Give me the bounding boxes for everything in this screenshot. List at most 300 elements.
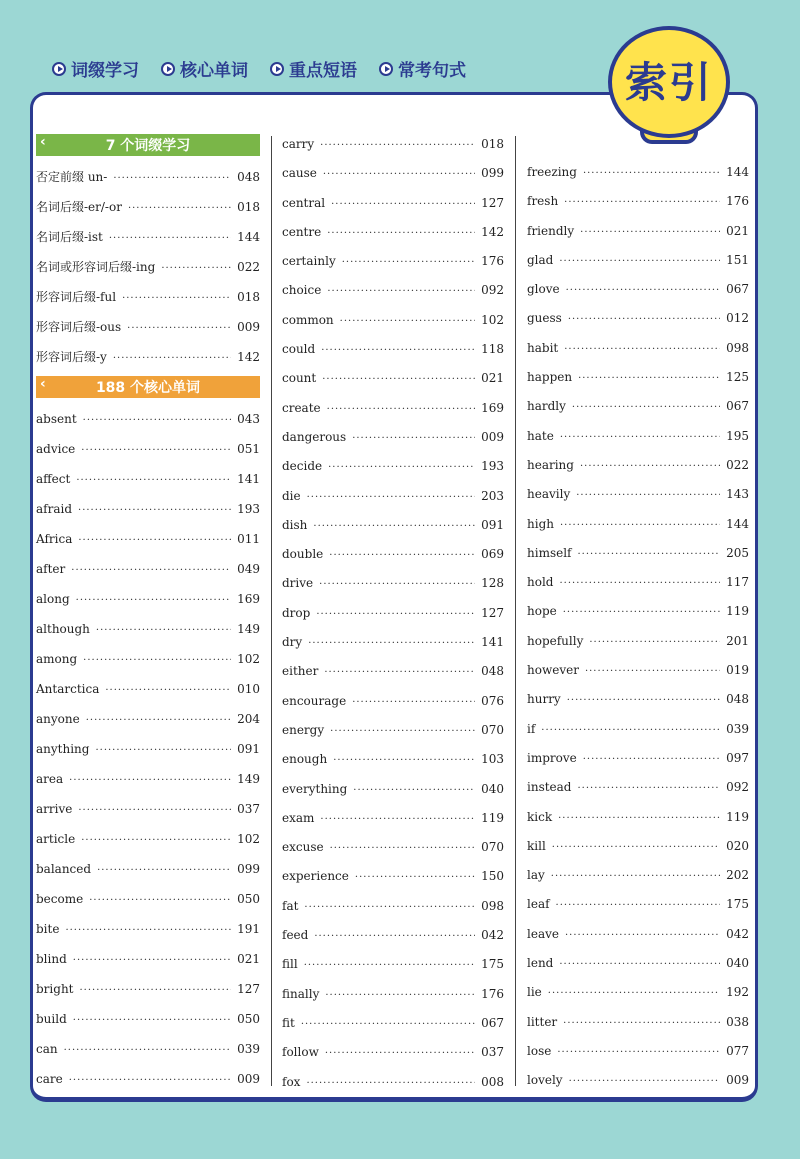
- index-entry[interactable]: [282, 159, 504, 188]
- dot-leader: [325, 981, 475, 1010]
- dot-leader: [572, 393, 720, 422]
- entry-page-number: 176: [726, 194, 749, 209]
- entry-word: decide: [282, 459, 323, 474]
- index-entry[interactable]: [282, 833, 504, 862]
- dot-leader: [109, 224, 231, 254]
- entry-word: build: [36, 1012, 67, 1026]
- dot-leader: [355, 863, 475, 892]
- entry-word: bite: [36, 922, 60, 936]
- dot-leader: [71, 556, 231, 586]
- dot-leader: [560, 423, 720, 452]
- entry-word: habit: [527, 340, 559, 355]
- index-entry[interactable]: [527, 217, 749, 246]
- entry-page-number: 076: [481, 693, 504, 708]
- index-column-3: [527, 158, 749, 1096]
- entry-page-number: 021: [481, 371, 504, 386]
- dot-leader: [559, 950, 720, 979]
- entry-word: advice: [36, 442, 76, 456]
- dot-leader: [560, 511, 720, 540]
- index-entry[interactable]: [527, 715, 749, 744]
- index-entry[interactable]: [527, 978, 749, 1007]
- entry-word: improve: [527, 750, 577, 765]
- entry-word: heavily: [527, 487, 571, 502]
- entry-page-number: 077: [726, 1043, 749, 1058]
- entry-page-number: 149: [237, 772, 260, 786]
- dot-leader: [105, 676, 231, 706]
- entry-word: drop: [282, 605, 311, 620]
- index-entry[interactable]: [282, 452, 504, 481]
- entry-page-number: 040: [481, 781, 504, 796]
- index-entry[interactable]: [36, 854, 260, 884]
- entry-word: enough: [282, 752, 328, 767]
- entry-word: dangerous: [282, 429, 347, 444]
- entry-page-number: 012: [726, 311, 749, 326]
- index-entry[interactable]: [36, 584, 260, 614]
- entry-word: article: [36, 832, 76, 846]
- affix-section-header: [36, 134, 260, 156]
- entry-word: however: [527, 663, 579, 678]
- dot-leader: [64, 1036, 231, 1066]
- index-entry[interactable]: [527, 363, 749, 392]
- entry-word: fit: [282, 1015, 295, 1030]
- dot-leader: [580, 218, 720, 247]
- index-entry[interactable]: [36, 252, 260, 282]
- entry-page-number: 144: [726, 516, 749, 531]
- entry-page-number: 175: [481, 957, 504, 972]
- dot-leader: [325, 1039, 475, 1068]
- entry-page-number: 018: [237, 200, 260, 214]
- dot-leader: [161, 254, 231, 284]
- entry-page-number: 151: [726, 252, 749, 267]
- dot-leader: [81, 826, 231, 856]
- dot-leader: [78, 496, 231, 526]
- index-entry[interactable]: [36, 614, 260, 644]
- dot-leader: [128, 194, 231, 224]
- dot-leader: [576, 481, 720, 510]
- entry-word: lay: [527, 868, 545, 883]
- entry-page-number: 022: [726, 457, 749, 472]
- entry-word: leaf: [527, 897, 550, 912]
- entry-word: hearing: [527, 457, 574, 472]
- entry-page-number: 149: [237, 622, 260, 636]
- dot-leader: [127, 314, 231, 344]
- dot-leader: [96, 616, 231, 646]
- index-column-2: [282, 130, 504, 1097]
- dot-leader: [89, 886, 231, 916]
- entry-page-number: 009: [237, 1072, 260, 1086]
- play-circle-icon: [270, 62, 284, 76]
- section-title: ‹ 188 个核心单词: [95, 380, 201, 396]
- index-entry[interactable]: [36, 222, 260, 252]
- index-entry[interactable]: [527, 392, 749, 421]
- entry-page-number: 176: [481, 254, 504, 269]
- entry-page-number: 039: [237, 1042, 260, 1056]
- entry-page-number: 067: [481, 1015, 504, 1030]
- index-entry[interactable]: [282, 364, 504, 393]
- entry-page-number: 102: [237, 832, 260, 846]
- index-entry[interactable]: [527, 832, 749, 861]
- dot-leader: [301, 1010, 475, 1039]
- dot-leader: [557, 1038, 720, 1067]
- index-entry[interactable]: [282, 540, 504, 569]
- dot-leader: [304, 893, 475, 922]
- index-entry[interactable]: [36, 734, 260, 764]
- entry-word: litter: [527, 1014, 558, 1029]
- index-entry[interactable]: [527, 861, 749, 890]
- index-entry[interactable]: [527, 304, 749, 333]
- dot-leader: [81, 436, 231, 466]
- dot-leader: [548, 979, 720, 1008]
- entry-page-number: 048: [726, 692, 749, 707]
- index-entry[interactable]: [282, 335, 504, 364]
- entry-page-number: 091: [237, 742, 260, 756]
- entry-page-number: 097: [726, 750, 749, 765]
- index-entry[interactable]: [36, 1004, 260, 1034]
- nav-item-core-words[interactable]: [161, 56, 248, 81]
- entry-page-number: 042: [726, 926, 749, 941]
- entry-page-number: 069: [481, 547, 504, 562]
- nav-item-affixes[interactable]: [52, 56, 139, 81]
- entry-word: energy: [282, 722, 325, 737]
- entry-page-number: 092: [481, 283, 504, 298]
- index-entry[interactable]: [36, 794, 260, 824]
- entry-word: along: [36, 592, 70, 606]
- index-entry[interactable]: [282, 306, 504, 335]
- entry-word: 形容词后缀-ous: [36, 320, 122, 334]
- entry-word: lovely: [527, 1073, 563, 1088]
- entry-word: centre: [282, 224, 322, 239]
- index-entry[interactable]: [282, 189, 504, 218]
- entry-word: anything: [36, 742, 90, 756]
- index-entry[interactable]: [527, 510, 749, 539]
- dot-leader: [83, 646, 231, 676]
- entry-word: experience: [282, 869, 349, 884]
- index-entry[interactable]: [282, 892, 504, 921]
- entry-page-number: 008: [481, 1074, 504, 1089]
- index-nav: [52, 56, 466, 81]
- dot-leader: [330, 834, 476, 863]
- entry-word: count: [282, 371, 317, 386]
- entry-word: glad: [527, 252, 554, 267]
- index-entry[interactable]: [282, 775, 504, 804]
- entry-word: fill: [282, 957, 298, 972]
- index-entry[interactable]: [36, 1064, 260, 1094]
- dot-leader: [320, 131, 475, 160]
- index-entry[interactable]: [527, 1008, 749, 1037]
- index-entry[interactable]: [527, 920, 749, 949]
- entry-page-number: 018: [237, 290, 260, 304]
- dot-leader: [320, 805, 475, 834]
- entry-word: hardly: [527, 399, 566, 414]
- entry-page-number: 048: [237, 170, 260, 184]
- entry-page-number: 022: [237, 260, 260, 274]
- nav-label: 常考句式: [398, 61, 466, 81]
- index-entry[interactable]: [527, 568, 749, 597]
- dot-leader: [308, 629, 475, 658]
- index-entry[interactable]: [282, 657, 504, 686]
- dot-leader: [322, 365, 475, 394]
- dot-leader: [323, 160, 475, 189]
- core-words-section-header: [36, 376, 260, 398]
- index-entry[interactable]: [36, 914, 260, 944]
- index-entry[interactable]: [282, 482, 504, 511]
- dot-leader: [321, 336, 475, 365]
- index-entry[interactable]: [527, 275, 749, 304]
- index-entry[interactable]: [527, 187, 749, 216]
- index-entry[interactable]: [282, 276, 504, 305]
- entry-word: finally: [282, 986, 320, 1001]
- entry-page-number: 050: [237, 1012, 260, 1026]
- entry-word: freezing: [527, 165, 577, 179]
- index-entry[interactable]: [36, 404, 260, 434]
- entry-page-number: 125: [726, 370, 749, 385]
- entry-page-number: 092: [726, 780, 749, 795]
- index-entry[interactable]: [282, 804, 504, 833]
- index-entry[interactable]: [36, 342, 260, 372]
- index-entry[interactable]: [282, 1038, 504, 1067]
- entry-word: drive: [282, 576, 314, 591]
- entry-word: hope: [527, 604, 557, 619]
- dot-leader: [551, 862, 720, 891]
- index-entry[interactable]: [527, 890, 749, 919]
- index-entry[interactable]: [282, 862, 504, 891]
- index-entry[interactable]: [36, 524, 260, 554]
- entry-page-number: 144: [726, 165, 749, 179]
- index-entry[interactable]: [282, 247, 504, 276]
- nav-item-key-phrases[interactable]: [270, 56, 357, 81]
- entry-word: cause: [282, 166, 317, 181]
- index-entry[interactable]: [36, 704, 260, 734]
- index-entry[interactable]: [282, 980, 504, 1009]
- index-entry[interactable]: [527, 949, 749, 978]
- dot-leader: [564, 188, 720, 217]
- entry-word: create: [282, 400, 321, 415]
- entry-page-number: 191: [237, 922, 260, 936]
- column-divider: [515, 136, 516, 1086]
- entry-word: care: [36, 1072, 63, 1086]
- entry-page-number: 048: [481, 664, 504, 679]
- index-entry[interactable]: [36, 644, 260, 674]
- index-entry[interactable]: [527, 246, 749, 275]
- entry-word: among: [36, 652, 78, 666]
- index-entry[interactable]: [282, 394, 504, 423]
- dot-leader: [583, 159, 720, 188]
- dot-leader: [97, 856, 231, 886]
- dot-leader: [563, 598, 720, 627]
- entry-page-number: 195: [726, 428, 749, 443]
- index-entry[interactable]: [527, 627, 749, 656]
- dot-leader: [73, 946, 231, 976]
- dot-leader: [304, 951, 475, 980]
- dot-leader: [559, 247, 720, 276]
- index-entry[interactable]: [36, 312, 260, 342]
- dot-leader: [327, 277, 475, 306]
- entry-page-number: 169: [237, 592, 260, 606]
- index-entry[interactable]: [282, 716, 504, 745]
- dot-leader: [552, 833, 720, 862]
- entry-page-number: 043: [237, 412, 260, 426]
- dot-leader: [352, 688, 475, 717]
- index-entry[interactable]: [282, 687, 504, 716]
- index-entry[interactable]: [282, 1009, 504, 1038]
- index-entry[interactable]: [527, 1066, 749, 1095]
- entry-page-number: 117: [726, 575, 749, 590]
- index-entry[interactable]: [527, 480, 749, 509]
- entry-page-number: 192: [726, 985, 749, 1000]
- index-entry[interactable]: [527, 158, 749, 187]
- entry-word: could: [282, 342, 316, 357]
- entry-word: arrive: [36, 802, 73, 816]
- entry-word: if: [527, 721, 536, 736]
- index-entry[interactable]: [527, 773, 749, 802]
- dot-leader: [577, 774, 720, 803]
- index-entry[interactable]: [282, 218, 504, 247]
- entry-page-number: 119: [726, 809, 749, 824]
- entry-page-number: 070: [481, 722, 504, 737]
- entry-word: lie: [527, 985, 542, 1000]
- index-entry[interactable]: [36, 944, 260, 974]
- dot-leader: [324, 658, 475, 687]
- entry-page-number: 011: [237, 532, 260, 546]
- entry-word: high: [527, 516, 554, 531]
- dot-leader: [566, 276, 720, 305]
- index-entry[interactable]: [527, 1037, 749, 1066]
- dot-leader: [86, 706, 231, 736]
- index-entry[interactable]: [527, 685, 749, 714]
- nav-item-sentence-patterns[interactable]: [379, 56, 466, 81]
- index-entry[interactable]: [527, 803, 749, 832]
- dot-leader: [329, 541, 475, 570]
- index-entry[interactable]: [527, 539, 749, 568]
- index-entry[interactable]: [282, 745, 504, 774]
- entry-page-number: 141: [237, 472, 260, 486]
- dot-leader: [69, 766, 231, 796]
- entry-page-number: 141: [481, 635, 504, 650]
- entry-word: friendly: [527, 223, 575, 238]
- entry-word: after: [36, 562, 66, 576]
- entry-page-number: 128: [481, 576, 504, 591]
- word-list: [36, 404, 260, 1094]
- dot-leader: [80, 976, 232, 1006]
- entry-page-number: 040: [726, 956, 749, 971]
- entry-page-number: 102: [481, 312, 504, 327]
- index-entry[interactable]: [36, 824, 260, 854]
- play-circle-icon: [379, 62, 393, 76]
- entry-page-number: 204: [237, 712, 260, 726]
- index-entry[interactable]: [282, 950, 504, 979]
- affix-list: [36, 162, 260, 372]
- dot-leader: [353, 776, 475, 805]
- dot-leader: [307, 483, 475, 512]
- dot-leader: [565, 921, 720, 950]
- dot-leader: [316, 600, 475, 629]
- entry-page-number: 038: [726, 1014, 749, 1029]
- index-entry[interactable]: [36, 494, 260, 524]
- index-entry[interactable]: [282, 921, 504, 950]
- index-entry[interactable]: [527, 597, 749, 626]
- entry-page-number: 070: [481, 840, 504, 855]
- dot-leader: [113, 164, 231, 194]
- index-entry[interactable]: [527, 334, 749, 363]
- index-entry[interactable]: [527, 744, 749, 773]
- entry-word: hurry: [527, 692, 561, 707]
- index-entry[interactable]: [527, 656, 749, 685]
- index-entry[interactable]: [36, 192, 260, 222]
- entry-word: double: [282, 547, 324, 562]
- index-entry[interactable]: [282, 569, 504, 598]
- index-entry[interactable]: [36, 464, 260, 494]
- entry-word: kick: [527, 809, 553, 824]
- entry-word: afraid: [36, 502, 73, 516]
- dot-leader: [578, 364, 720, 393]
- dot-leader: [559, 569, 720, 598]
- entry-page-number: 102: [237, 652, 260, 666]
- dot-leader: [65, 916, 231, 946]
- index-entry[interactable]: [36, 764, 260, 794]
- entry-page-number: 150: [481, 869, 504, 884]
- entry-word: Antarctica: [36, 682, 100, 696]
- entry-page-number: 051: [237, 442, 260, 456]
- index-entry[interactable]: [36, 434, 260, 464]
- index-entry[interactable]: [36, 162, 260, 192]
- entry-word: can: [36, 1042, 58, 1056]
- index-entry[interactable]: [36, 674, 260, 704]
- entry-page-number: 067: [726, 282, 749, 297]
- entry-page-number: 203: [481, 488, 504, 503]
- nav-label: 词缀学习: [71, 61, 139, 81]
- entry-page-number: 099: [481, 166, 504, 181]
- index-entry[interactable]: [36, 974, 260, 1004]
- index-entry[interactable]: [282, 423, 504, 452]
- index-entry[interactable]: [36, 884, 260, 914]
- index-entry[interactable]: [527, 422, 749, 451]
- dot-leader: [83, 406, 231, 436]
- index-entry[interactable]: [527, 451, 749, 480]
- index-entry[interactable]: [36, 554, 260, 584]
- index-entry[interactable]: [282, 130, 504, 159]
- entry-word: happen: [527, 370, 573, 385]
- index-entry[interactable]: [36, 282, 260, 312]
- index-entry[interactable]: [282, 1068, 504, 1097]
- entry-page-number: 119: [481, 810, 504, 825]
- entry-word: kill: [527, 838, 546, 853]
- dot-leader: [568, 305, 720, 334]
- dot-leader: [577, 540, 720, 569]
- entry-page-number: 142: [237, 350, 260, 364]
- dot-leader: [327, 395, 475, 424]
- entry-word: 形容词后缀-y: [36, 350, 107, 364]
- entry-word: 名词或形容词后缀-ing: [36, 260, 156, 274]
- dot-leader: [580, 452, 720, 481]
- entry-word: anyone: [36, 712, 80, 726]
- index-title: 索引: [624, 58, 713, 107]
- entry-page-number: 009: [237, 320, 260, 334]
- index-entry[interactable]: [282, 628, 504, 657]
- dot-leader: [558, 804, 720, 833]
- index-entry[interactable]: [36, 1034, 260, 1064]
- dot-leader: [567, 686, 720, 715]
- entry-page-number: 205: [726, 545, 749, 560]
- entry-page-number: 201: [726, 633, 749, 648]
- index-entry[interactable]: [282, 599, 504, 628]
- entry-word: choice: [282, 283, 322, 298]
- entry-word: balanced: [36, 862, 92, 876]
- dot-leader: [313, 512, 475, 541]
- entry-page-number: 020: [726, 838, 749, 853]
- dot-leader: [122, 284, 231, 314]
- index-entry[interactable]: [282, 511, 504, 540]
- dot-leader: [69, 1066, 231, 1096]
